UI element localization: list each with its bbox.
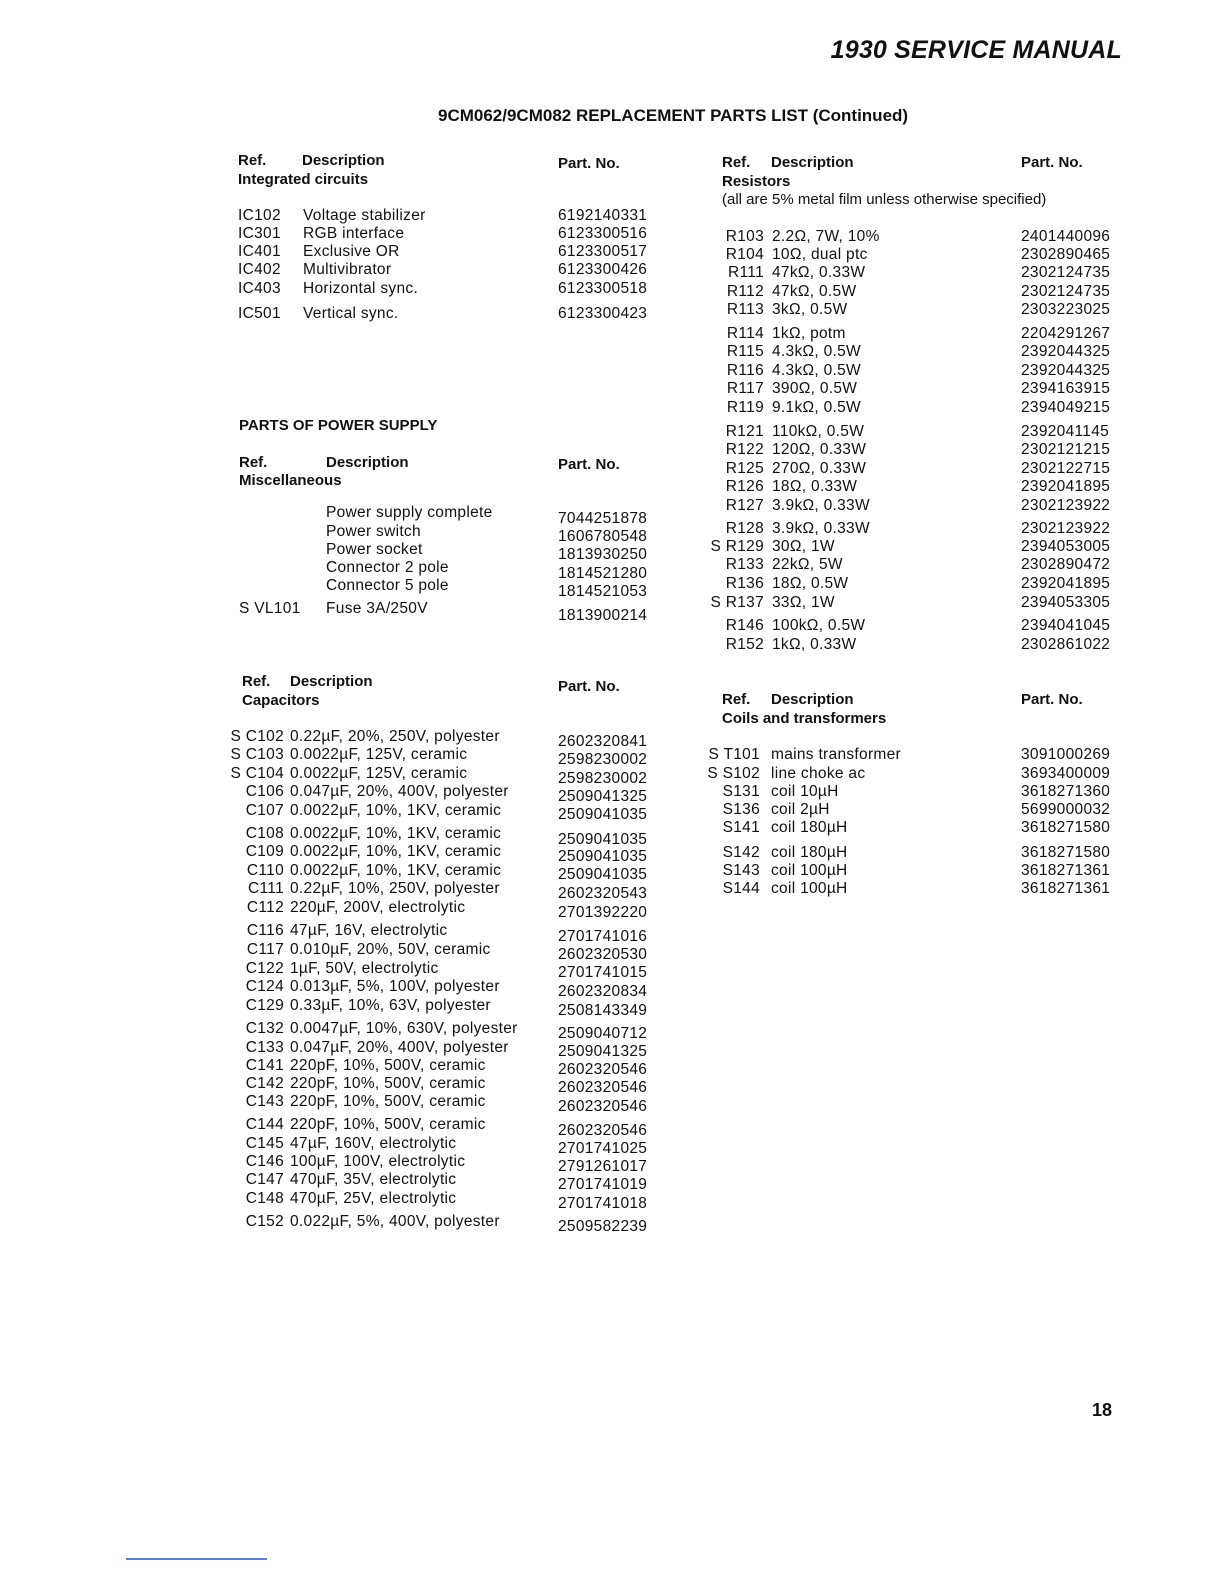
- part-description: 22kΩ, 5W: [772, 556, 843, 573]
- part-ref: IC301: [238, 225, 281, 242]
- part-number: 2302861022: [1021, 636, 1111, 653]
- part-ref: R133: [725, 556, 764, 573]
- part-number: 3618271361: [1021, 862, 1111, 879]
- part-description: 220pF, 10%, 500V, ceramic: [290, 1057, 486, 1074]
- resistor-part-label: Part. No.: [1021, 154, 1083, 171]
- part-number: 7044251878: [558, 510, 648, 527]
- part-number: 2392041895: [1021, 478, 1111, 495]
- part-description: Multivibrator: [303, 261, 392, 278]
- part-description: 18Ω, 0.5W: [772, 575, 849, 592]
- coil-desc-label: Description: [771, 691, 854, 708]
- part-ref: R116: [726, 362, 764, 379]
- part-number: 2394049215: [1021, 399, 1111, 416]
- part-description: 1kΩ, 0.33W: [772, 636, 857, 653]
- parts-list-title: 9CM062/9CM082 REPLACEMENT PARTS LIST (Continued): [438, 106, 909, 125]
- part-number: 2598230002: [558, 751, 648, 768]
- part-description: 18Ω, 0.33W: [772, 478, 858, 495]
- part-ref: S144: [722, 880, 760, 897]
- coil-part-label: Part. No.: [1021, 691, 1083, 708]
- part-number: 1813930250: [558, 546, 648, 563]
- part-description: line choke ac: [771, 765, 866, 782]
- part-ref: S136: [722, 801, 760, 818]
- part-ref: S131: [722, 783, 760, 800]
- part-ref: R104: [725, 246, 764, 263]
- part-number: 3618271361: [1021, 880, 1111, 897]
- part-description: Exclusive OR: [303, 243, 400, 260]
- part-description: Connector 5 pole: [326, 577, 449, 594]
- part-description: 0.0022µF, 125V, ceramic: [290, 765, 468, 782]
- manual-title: 1930 SERVICE MANUAL: [830, 36, 1122, 64]
- part-number: 2602320546: [558, 1061, 648, 1078]
- part-description: 3.9kΩ, 0.33W: [772, 497, 870, 514]
- part-description: Vertical sync.: [303, 305, 399, 322]
- part-number: 2302123922: [1021, 497, 1111, 514]
- part-ref: S143: [722, 862, 760, 879]
- part-number: 2598230002: [558, 770, 648, 787]
- part-number: 3618271580: [1021, 844, 1111, 861]
- part-number: 2302122715: [1021, 460, 1111, 477]
- part-ref: S VL101: [239, 600, 301, 617]
- part-ref: C146: [245, 1153, 284, 1170]
- part-number: 6123300516: [558, 225, 648, 242]
- part-ref: C145: [245, 1135, 284, 1152]
- part-description: 0.0022µF, 10%, 1KV, ceramic: [290, 862, 502, 879]
- part-number: 2509040712: [558, 1025, 648, 1042]
- part-number: 2392044325: [1021, 343, 1111, 360]
- part-number: 6123300517: [558, 243, 648, 260]
- part-description: Horizontal sync.: [303, 280, 419, 297]
- resistor-category: Resistors: [722, 173, 791, 190]
- part-description: 4.3kΩ, 0.5W: [772, 343, 861, 360]
- power-category: Miscellaneous: [239, 472, 342, 489]
- part-description: 0.0022µF, 10%, 1KV, ceramic: [290, 825, 502, 842]
- capacitor-ref-label: Ref.: [242, 673, 271, 690]
- part-number: 2394053305: [1021, 594, 1111, 611]
- part-description: 390Ω, 0.5W: [772, 380, 858, 397]
- part-description: 470µF, 35V, electrolytic: [290, 1171, 457, 1188]
- part-number: 5699000032: [1021, 801, 1111, 818]
- part-ref: C112: [246, 899, 284, 916]
- part-number: 2701741019: [558, 1176, 648, 1193]
- part-ref: C109: [245, 843, 284, 860]
- part-description: 1kΩ, potm: [772, 325, 846, 342]
- part-description: 120Ω, 0.33W: [772, 441, 867, 458]
- part-ref: C110: [246, 862, 284, 879]
- part-description: 100kΩ, 0.5W: [772, 617, 866, 634]
- part-ref: R146: [725, 617, 764, 634]
- power-desc-label: Description: [326, 454, 409, 471]
- part-description: 4.3kΩ, 0.5W: [772, 362, 861, 379]
- part-ref: S R137: [710, 594, 764, 611]
- part-ref: C116: [246, 922, 284, 939]
- part-description: 0.33µF, 10%, 63V, polyester: [290, 997, 491, 1014]
- part-description: Power supply complete: [326, 504, 493, 521]
- part-ref: R112: [726, 283, 764, 300]
- part-ref: R103: [725, 228, 764, 245]
- part-number: 2701741015: [558, 964, 648, 981]
- part-ref: R122: [725, 441, 764, 458]
- part-description: 0.013µF, 5%, 100V, polyester: [290, 978, 500, 995]
- part-ref: IC501: [238, 305, 281, 322]
- part-number: 1814521053: [558, 583, 648, 600]
- part-number: 2392041895: [1021, 575, 1111, 592]
- part-description: coil 2µH: [771, 801, 830, 818]
- part-ref: R114: [726, 325, 764, 342]
- part-ref: C107: [245, 802, 284, 819]
- part-description: coil 180µH: [771, 819, 848, 836]
- part-number: 3693400009: [1021, 765, 1111, 782]
- ic-part-label: Part. No.: [558, 155, 620, 172]
- part-description: 0.0022µF, 10%, 1KV, ceramic: [290, 843, 502, 860]
- part-number: 2394163915: [1021, 380, 1111, 397]
- capacitor-desc-label: Description: [290, 673, 373, 690]
- part-description: 2.2Ω, 7W, 10%: [772, 228, 880, 245]
- capacitor-part-label: Part. No.: [558, 678, 620, 695]
- part-number: 2401440096: [1021, 228, 1111, 245]
- part-ref: C106: [245, 783, 284, 800]
- resistor-note: (all are 5% metal film unless otherwise specified): [722, 191, 1047, 208]
- part-ref: R152: [725, 636, 764, 653]
- part-description: 0.0022µF, 10%, 1KV, ceramic: [290, 802, 502, 819]
- part-number: 2602320834: [558, 983, 648, 1000]
- coil-ref-label: Ref.: [722, 691, 751, 708]
- part-number: 1814521280: [558, 565, 648, 582]
- part-description: 33Ω, 1W: [772, 594, 835, 611]
- part-number: 2602320841: [558, 733, 648, 750]
- part-ref: S S102: [707, 765, 760, 782]
- part-description: 3kΩ, 0.5W: [772, 301, 848, 318]
- part-number: 2509041035: [558, 866, 648, 883]
- part-description: 47µF, 160V, electrolytic: [290, 1135, 457, 1152]
- part-number: 2602320546: [558, 1079, 648, 1096]
- part-ref: R127: [725, 497, 764, 514]
- part-description: 0.047µF, 20%, 400V, polyester: [290, 783, 509, 800]
- part-description: 0.022µF, 5%, 400V, polyester: [290, 1213, 500, 1230]
- ic-ref-label: Ref.: [238, 152, 267, 169]
- part-number: 2701392220: [558, 904, 648, 921]
- part-description: 220pF, 10%, 500V, ceramic: [290, 1093, 486, 1110]
- part-number: 2791261017: [558, 1158, 648, 1175]
- bottom-rule: [126, 1558, 267, 1560]
- part-description: 0.0047µF, 10%, 630V, polyester: [290, 1020, 518, 1037]
- power-part-label: Part. No.: [558, 456, 620, 473]
- part-description: coil 180µH: [771, 844, 848, 861]
- part-number: 2303223025: [1021, 301, 1111, 318]
- part-ref: C133: [245, 1039, 284, 1056]
- part-ref: C124: [245, 978, 284, 995]
- part-number: 2302121215: [1021, 441, 1111, 458]
- part-number: 2509582239: [558, 1218, 648, 1235]
- part-ref: S C103: [230, 746, 284, 763]
- part-description: 30Ω, 1W: [772, 538, 835, 555]
- part-description: 9.1kΩ, 0.5W: [772, 399, 861, 416]
- part-number: 3091000269: [1021, 746, 1111, 763]
- part-ref: S142: [722, 844, 760, 861]
- part-number: 2602320546: [558, 1122, 648, 1139]
- part-description: 47kΩ, 0.5W: [772, 283, 857, 300]
- part-number: 2509041325: [558, 788, 648, 805]
- part-ref: C143: [245, 1093, 284, 1110]
- part-ref: C122: [245, 960, 284, 977]
- part-number: 2302890472: [1021, 556, 1111, 573]
- part-number: 2392044325: [1021, 362, 1111, 379]
- part-description: 47µF, 16V, electrolytic: [290, 922, 448, 939]
- part-ref: R126: [725, 478, 764, 495]
- part-description: mains transformer: [771, 746, 901, 763]
- part-ref: R128: [725, 520, 764, 537]
- part-ref: IC401: [238, 243, 281, 260]
- part-number: 1606780548: [558, 528, 648, 545]
- part-description: coil 10µH: [771, 783, 839, 800]
- part-description: coil 100µH: [771, 862, 848, 879]
- resistor-desc-label: Description: [771, 154, 854, 171]
- part-number: 2509041035: [558, 831, 648, 848]
- part-ref: S C104: [230, 765, 284, 782]
- part-description: 0.22µF, 20%, 250V, polyester: [290, 728, 500, 745]
- part-description: 470µF, 25V, electrolytic: [290, 1190, 457, 1207]
- part-description: 100µF, 100V, electrolytic: [290, 1153, 466, 1170]
- part-number: 6123300426: [558, 261, 648, 278]
- part-ref: IC102: [238, 207, 281, 224]
- part-ref: S141: [722, 819, 760, 836]
- page-number: 18: [1091, 1400, 1112, 1420]
- part-description: RGB interface: [303, 225, 405, 242]
- part-number: 6123300423: [558, 305, 648, 322]
- part-number: 1813900214: [558, 607, 648, 624]
- part-number: 2602320543: [558, 885, 648, 902]
- ic-desc-label: Description: [302, 152, 385, 169]
- part-ref: S C102: [230, 728, 284, 745]
- part-number: 2392041145: [1021, 423, 1110, 440]
- part-ref: R115: [726, 343, 764, 360]
- part-number: 2509041035: [558, 806, 648, 823]
- part-number: 2701741016: [558, 928, 648, 945]
- part-ref: S R129: [710, 538, 764, 555]
- part-ref: C132: [245, 1020, 284, 1037]
- part-ref: IC402: [238, 261, 281, 278]
- part-description: 0.0022µF, 125V, ceramic: [290, 746, 468, 763]
- part-ref: C142: [245, 1075, 284, 1092]
- part-description: Connector 2 pole: [326, 559, 449, 576]
- part-number: 6192140331: [558, 207, 648, 224]
- part-ref: R119: [726, 399, 764, 416]
- part-description: 10Ω, dual ptc: [772, 246, 868, 263]
- part-number: 2394053005: [1021, 538, 1111, 555]
- part-ref: C129: [245, 997, 284, 1014]
- part-description: 110kΩ, 0.5W: [772, 423, 865, 440]
- part-number: 2509041035: [558, 848, 648, 865]
- part-description: 220µF, 200V, electrolytic: [290, 899, 466, 916]
- part-description: 1µF, 50V, electrolytic: [290, 960, 439, 977]
- part-number: 2302890465: [1021, 246, 1111, 263]
- part-ref: C111: [248, 880, 284, 897]
- part-description: 0.047µF, 20%, 400V, polyester: [290, 1039, 509, 1056]
- part-ref: C152: [245, 1213, 284, 1230]
- part-number: 2701741018: [558, 1195, 648, 1212]
- part-number: 6123300518: [558, 280, 648, 297]
- power-supply-title: PARTS OF POWER SUPPLY: [239, 417, 438, 434]
- part-ref: R121: [725, 423, 764, 440]
- part-description: Fuse 3A/250V: [326, 600, 428, 617]
- part-ref: C117: [246, 941, 284, 958]
- part-number: 2602320530: [558, 946, 648, 963]
- part-ref: R113: [726, 301, 764, 318]
- part-ref: R125: [725, 460, 764, 477]
- part-number: 2394041045: [1021, 617, 1111, 634]
- part-number: 2302124735: [1021, 283, 1111, 300]
- part-ref: C141: [245, 1057, 284, 1074]
- part-description: 3.9kΩ, 0.33W: [772, 520, 870, 537]
- part-number: 2302123922: [1021, 520, 1111, 537]
- part-ref: C108: [245, 825, 284, 842]
- part-ref: C147: [245, 1171, 284, 1188]
- part-number: 2508143349: [558, 1002, 648, 1019]
- part-description: 0.010µF, 20%, 50V, ceramic: [290, 941, 491, 958]
- part-description: Power switch: [326, 523, 421, 540]
- resistor-ref-label: Ref.: [722, 154, 751, 171]
- coil-category: Coils and transformers: [722, 710, 887, 727]
- ic-category: Integrated circuits: [238, 171, 369, 188]
- part-ref: IC403: [238, 280, 281, 297]
- part-ref: R117: [726, 380, 764, 397]
- part-number: 3618271580: [1021, 819, 1111, 836]
- part-description: 220pF, 10%, 500V, ceramic: [290, 1075, 486, 1092]
- part-number: 2204291267: [1021, 325, 1111, 342]
- capacitor-category: Capacitors: [242, 692, 320, 709]
- part-ref: S T101: [708, 746, 760, 763]
- part-number: 2302124735: [1021, 264, 1111, 281]
- part-description: Voltage stabilizer: [303, 207, 426, 224]
- power-ref-label: Ref.: [239, 454, 268, 471]
- part-ref: R111: [728, 264, 764, 281]
- part-ref: C144: [245, 1116, 284, 1133]
- part-ref: R136: [725, 575, 764, 592]
- part-number: 2701741025: [558, 1140, 648, 1157]
- part-ref: C148: [245, 1190, 284, 1207]
- part-description: 0.22µF, 10%, 250V, polyester: [290, 880, 500, 897]
- part-description: 47kΩ, 0.33W: [772, 264, 866, 281]
- part-number: 3618271360: [1021, 783, 1111, 800]
- part-description: 220pF, 10%, 500V, ceramic: [290, 1116, 486, 1133]
- part-description: Power socket: [326, 541, 423, 558]
- part-number: 2509041325: [558, 1043, 648, 1060]
- part-description: coil 100µH: [771, 880, 848, 897]
- part-number: 2602320546: [558, 1098, 648, 1115]
- part-description: 270Ω, 0.33W: [772, 460, 867, 477]
